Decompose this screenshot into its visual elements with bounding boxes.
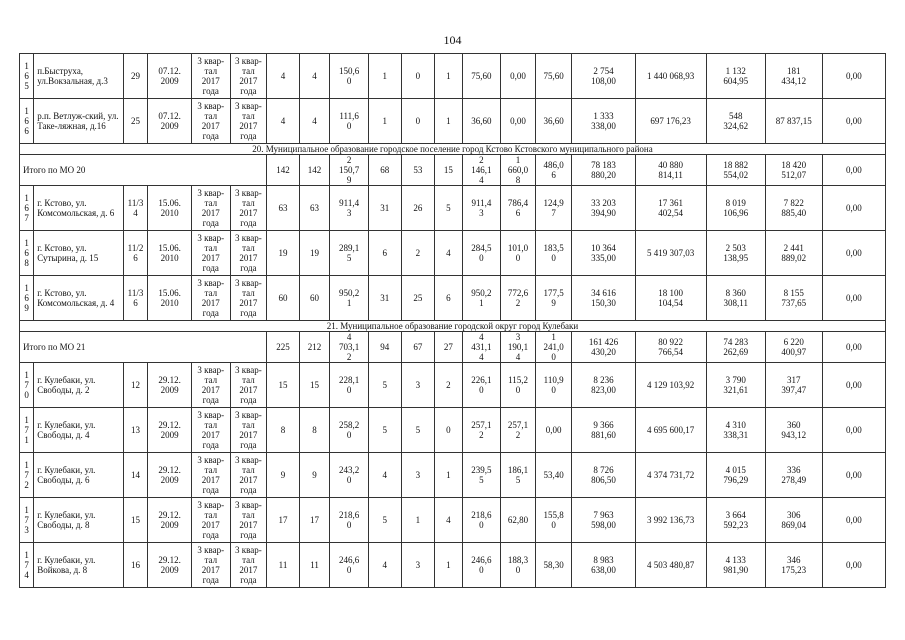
area-b-cell: 58,30	[535, 543, 572, 588]
count-b-cell: 5	[435, 186, 462, 231]
doc-date-cell: 29.12. 2009	[148, 543, 192, 588]
area-cell: 111,6 0	[330, 99, 369, 144]
count-total-cell: 6	[368, 231, 401, 276]
residents-relocated-cell: 9	[299, 453, 330, 498]
table-row	[20, 408, 886, 453]
fund-cell: 4 503 480,87	[635, 543, 706, 588]
other-sources-cell: 0,00	[822, 408, 885, 453]
planned-start-cell: 3 квар- тал 2017 года	[191, 54, 230, 99]
total-row	[20, 155, 886, 186]
area-b-cell: 36,60	[535, 99, 572, 144]
area-cell: 950,2 1	[330, 276, 369, 321]
area-a-cell: 772,6 2	[501, 276, 536, 321]
count-total-cell: 31	[368, 186, 401, 231]
total-fund: 40 880 814,11	[635, 155, 706, 186]
area-cell: 218,6 0	[330, 498, 369, 543]
count-b-cell: 1	[435, 99, 462, 144]
count-a-cell: 3	[401, 363, 435, 408]
residents-cell: 4	[267, 99, 300, 144]
section-title: 21. Муниципальное образование городской округ город Кулебаки	[20, 321, 886, 332]
cost-total-cell: 34 616 150,30	[572, 276, 635, 321]
area-total-cell: 218,6 0	[462, 498, 501, 543]
area-a-cell: 101,0 0	[501, 231, 536, 276]
total-count: 94	[368, 332, 401, 363]
area-a-cell: 188,3 0	[501, 543, 536, 588]
residents-cell: 63	[267, 186, 300, 231]
total-residents: 142	[267, 155, 300, 186]
cost-total-cell: 8 236 823,00	[572, 363, 635, 408]
regional-budget-cell: 1 132 604,95	[706, 54, 765, 99]
fund-cell: 697 176,23	[635, 99, 706, 144]
count-a-cell: 0	[401, 54, 435, 99]
count-b-cell: 4	[435, 231, 462, 276]
regional-budget-cell: 8 360 308,11	[706, 276, 765, 321]
doc-date-cell: 29.12. 2009	[148, 408, 192, 453]
area-cell: 228,1 0	[330, 363, 369, 408]
count-a-cell: 1	[401, 498, 435, 543]
residents-cell: 4	[267, 54, 300, 99]
count-b-cell: 2	[435, 363, 462, 408]
count-total-cell: 4	[368, 453, 401, 498]
total-local: 6 220 400,97	[765, 332, 822, 363]
total-label: Итого по МО 20	[20, 155, 267, 186]
count-a-cell: 0	[401, 99, 435, 144]
table-row	[20, 231, 886, 276]
other-sources-cell: 0,00	[822, 276, 885, 321]
total-area-b: 1 241,0 0	[535, 332, 572, 363]
planned-end-cell: 3 квар- тал 2017 года	[230, 543, 267, 588]
total-local: 18 420 512,07	[765, 155, 822, 186]
planned-start-cell: 3 квар- тал 2017 года	[191, 186, 230, 231]
planned-end-cell: 3 квар- тал 2017 года	[230, 231, 267, 276]
cost-total-cell: 8 983 638,00	[572, 543, 635, 588]
other-sources-cell: 0,00	[822, 453, 885, 498]
address-cell: р.п. Ветлуж-ский, ул. Таке-ляжная, д.16	[34, 99, 124, 144]
local-budget-cell: 87 837,15	[765, 99, 822, 144]
area-cell: 150,6 0	[330, 54, 369, 99]
regional-budget-cell: 8 019 106,96	[706, 186, 765, 231]
doc-number-cell: 11/3 6	[123, 276, 147, 321]
row-number: 1 6 9	[20, 276, 34, 321]
cost-total-cell: 33 203 394,90	[572, 186, 635, 231]
planned-start-cell: 3 квар- тал 2017 года	[191, 408, 230, 453]
residents-cell: 15	[267, 363, 300, 408]
total-other: 0,00	[822, 155, 885, 186]
local-budget-cell: 7 822 885,40	[765, 186, 822, 231]
count-b-cell: 1	[435, 543, 462, 588]
total-area-a: 3 190,1 4	[501, 332, 536, 363]
area-b-cell: 110,9 0	[535, 363, 572, 408]
count-b-cell: 0	[435, 408, 462, 453]
area-a-cell: 0,00	[501, 99, 536, 144]
total-area-a: 1 660,0 8	[501, 155, 536, 186]
doc-date-cell: 07.12. 2009	[148, 99, 192, 144]
residents-cell: 17	[267, 498, 300, 543]
total-count-a: 67	[401, 332, 435, 363]
other-sources-cell: 0,00	[822, 363, 885, 408]
fund-cell: 4 374 731,72	[635, 453, 706, 498]
row-number: 1 6 8	[20, 231, 34, 276]
total-row	[20, 332, 886, 363]
local-budget-cell: 360 943,12	[765, 408, 822, 453]
count-a-cell: 25	[401, 276, 435, 321]
residents-cell: 8	[267, 408, 300, 453]
cost-total-cell: 2 754 108,00	[572, 54, 635, 99]
total-area-b: 486,0 6	[535, 155, 572, 186]
address-cell: п.Быструха, ул.Вокзальная, д.3	[34, 54, 124, 99]
planned-start-cell: 3 квар- тал 2017 года	[191, 231, 230, 276]
planned-start-cell: 3 квар- тал 2017 года	[191, 276, 230, 321]
area-a-cell: 786,4 6	[501, 186, 536, 231]
planned-end-cell: 3 квар- тал 2017 года	[230, 408, 267, 453]
area-cell: 289,1 5	[330, 231, 369, 276]
total-count-b: 15	[435, 155, 462, 186]
total-area: 4 703,1 2	[330, 332, 369, 363]
local-budget-cell: 306 869,04	[765, 498, 822, 543]
row-number: 1 6 6	[20, 99, 34, 144]
residents-cell: 19	[267, 231, 300, 276]
residents-relocated-cell: 8	[299, 408, 330, 453]
area-cell: 911,4 3	[330, 186, 369, 231]
address-cell: г. Кулебаки, ул. Свободы, д. 8	[34, 498, 124, 543]
total-other: 0,00	[822, 332, 885, 363]
other-sources-cell: 0,00	[822, 543, 885, 588]
local-budget-cell: 317 397,47	[765, 363, 822, 408]
residents-relocated-cell: 19	[299, 231, 330, 276]
doc-number-cell: 12	[123, 363, 147, 408]
total-residents-relocated: 212	[299, 332, 330, 363]
fund-cell: 4 129 103,92	[635, 363, 706, 408]
cost-total-cell: 9 366 881,60	[572, 408, 635, 453]
area-total-cell: 239,5 5	[462, 453, 501, 498]
other-sources-cell: 0,00	[822, 54, 885, 99]
residents-relocated-cell: 17	[299, 498, 330, 543]
total-label: Итого по МО 21	[20, 332, 267, 363]
other-sources-cell: 0,00	[822, 231, 885, 276]
address-cell: г. Кулебаки, ул. Свободы, д. 2	[34, 363, 124, 408]
row-number: 1 7 1	[20, 408, 34, 453]
count-a-cell: 2	[401, 231, 435, 276]
planned-start-cell: 3 квар- тал 2017 года	[191, 498, 230, 543]
planned-end-cell: 3 квар- тал 2017 года	[230, 363, 267, 408]
table-row	[20, 276, 886, 321]
fund-cell: 3 992 136,73	[635, 498, 706, 543]
residents-relocated-cell: 15	[299, 363, 330, 408]
residents-relocated-cell: 4	[299, 54, 330, 99]
planned-end-cell: 3 квар- тал 2017 года	[230, 99, 267, 144]
planned-start-cell: 3 квар- тал 2017 года	[191, 453, 230, 498]
other-sources-cell: 0,00	[822, 498, 885, 543]
table-row	[20, 363, 886, 408]
area-cell: 258,2 0	[330, 408, 369, 453]
fund-cell: 1 440 068,93	[635, 54, 706, 99]
count-total-cell: 5	[368, 363, 401, 408]
table-row	[20, 186, 886, 231]
total-count: 68	[368, 155, 401, 186]
doc-number-cell: 29	[123, 54, 147, 99]
row-number: 1 7 0	[20, 363, 34, 408]
planned-start-cell: 3 квар- тал 2017 года	[191, 99, 230, 144]
planned-end-cell: 3 квар- тал 2017 года	[230, 453, 267, 498]
residents-relocated-cell: 11	[299, 543, 330, 588]
count-b-cell: 6	[435, 276, 462, 321]
planned-end-cell: 3 квар- тал 2017 года	[230, 54, 267, 99]
residents-cell: 11	[267, 543, 300, 588]
area-b-cell: 0,00	[535, 408, 572, 453]
residents-cell: 60	[267, 276, 300, 321]
regional-budget-cell: 4 015 796,29	[706, 453, 765, 498]
area-b-cell: 177,5 9	[535, 276, 572, 321]
doc-number-cell: 13	[123, 408, 147, 453]
count-total-cell: 4	[368, 543, 401, 588]
area-b-cell: 155,8 0	[535, 498, 572, 543]
doc-date-cell: 29.12. 2009	[148, 363, 192, 408]
planned-end-cell: 3 квар- тал 2017 года	[230, 498, 267, 543]
row-number: 1 7 4	[20, 543, 34, 588]
area-total-cell: 36,60	[462, 99, 501, 144]
address-cell: г. Кулебаки, ул. Свободы, д. 4	[34, 408, 124, 453]
fund-cell: 4 695 600,17	[635, 408, 706, 453]
area-a-cell: 186,1 5	[501, 453, 536, 498]
total-area-2: 2 146,1 4	[462, 155, 501, 186]
count-a-cell: 5	[401, 408, 435, 453]
count-b-cell: 1	[435, 54, 462, 99]
area-total-cell: 257,1 2	[462, 408, 501, 453]
area-total-cell: 246,6 0	[462, 543, 501, 588]
planned-end-cell: 3 квар- тал 2017 года	[230, 186, 267, 231]
total-count-a: 53	[401, 155, 435, 186]
area-b-cell: 183,5 0	[535, 231, 572, 276]
regional-budget-cell: 2 503 138,95	[706, 231, 765, 276]
table-row	[20, 54, 886, 99]
doc-date-cell: 07.12. 2009	[148, 54, 192, 99]
doc-number-cell: 11/3 4	[123, 186, 147, 231]
total-area-2: 4 431,1 4	[462, 332, 501, 363]
table-row	[20, 498, 886, 543]
page-number: 104	[443, 33, 462, 47]
address-cell: г. Кстово, ул. Комсомольская, д. 4	[34, 276, 124, 321]
fund-cell: 5 419 307,03	[635, 231, 706, 276]
total-regional: 18 882 554,02	[706, 155, 765, 186]
doc-date-cell: 15.06. 2010	[148, 186, 192, 231]
area-cell: 246,6 0	[330, 543, 369, 588]
local-budget-cell: 2 441 889,02	[765, 231, 822, 276]
doc-date-cell: 29.12. 2009	[148, 498, 192, 543]
area-total-cell: 911,4 3	[462, 186, 501, 231]
residents-relocated-cell: 63	[299, 186, 330, 231]
area-total-cell: 75,60	[462, 54, 501, 99]
area-a-cell: 62,80	[501, 498, 536, 543]
row-number: 1 6 5	[20, 54, 34, 99]
area-a-cell: 115,2 0	[501, 363, 536, 408]
residents-cell: 9	[267, 453, 300, 498]
table-row	[20, 99, 886, 144]
table-row	[20, 543, 886, 588]
area-b-cell: 53,40	[535, 453, 572, 498]
doc-date-cell: 15.06. 2010	[148, 231, 192, 276]
area-total-cell: 950,2 1	[462, 276, 501, 321]
count-total-cell: 1	[368, 54, 401, 99]
count-total-cell: 1	[368, 99, 401, 144]
row-number: 1 7 2	[20, 453, 34, 498]
total-residents: 225	[267, 332, 300, 363]
cost-total-cell: 8 726 806,50	[572, 453, 635, 498]
table-row	[20, 453, 886, 498]
section-header-row	[20, 144, 886, 155]
residents-relocated-cell: 4	[299, 99, 330, 144]
cost-total-cell: 1 333 338,00	[572, 99, 635, 144]
total-regional: 74 283 262,69	[706, 332, 765, 363]
planned-start-cell: 3 квар- тал 2017 года	[191, 543, 230, 588]
regional-budget-cell: 4 133 981,90	[706, 543, 765, 588]
count-a-cell: 26	[401, 186, 435, 231]
area-cell: 243,2 0	[330, 453, 369, 498]
doc-number-cell: 14	[123, 453, 147, 498]
address-cell: г. Кстово, ул. Сутырина, д. 15	[34, 231, 124, 276]
count-b-cell: 1	[435, 453, 462, 498]
count-b-cell: 4	[435, 498, 462, 543]
row-number: 1 7 3	[20, 498, 34, 543]
fund-cell: 17 361 402,54	[635, 186, 706, 231]
local-budget-cell: 8 155 737,65	[765, 276, 822, 321]
doc-number-cell: 15	[123, 498, 147, 543]
doc-number-cell: 16	[123, 543, 147, 588]
regional-budget-cell: 3 664 592,23	[706, 498, 765, 543]
total-cost: 78 183 880,20	[572, 155, 635, 186]
count-a-cell: 3	[401, 543, 435, 588]
residents-relocated-cell: 60	[299, 276, 330, 321]
count-a-cell: 3	[401, 453, 435, 498]
other-sources-cell: 0,00	[822, 99, 885, 144]
count-total-cell: 5	[368, 408, 401, 453]
total-area: 2 150,7 9	[330, 155, 369, 186]
count-total-cell: 5	[368, 498, 401, 543]
address-cell: г. Кулебаки, ул. Войкова, д. 8	[34, 543, 124, 588]
area-a-cell: 257,1 2	[501, 408, 536, 453]
section-header-row	[20, 321, 886, 332]
cost-total-cell: 7 963 598,00	[572, 498, 635, 543]
address-cell: г. Кулебаки, ул. Свободы, д. 6	[34, 453, 124, 498]
area-b-cell: 75,60	[535, 54, 572, 99]
area-total-cell: 284,5 0	[462, 231, 501, 276]
area-a-cell: 0,00	[501, 54, 536, 99]
doc-date-cell: 29.12. 2009	[148, 453, 192, 498]
section-title: 20. Муниципальное образование городское поселение город Кстово Кстовского муниципального района	[20, 144, 886, 155]
housing-register-table	[19, 53, 886, 588]
local-budget-cell: 346 175,23	[765, 543, 822, 588]
regional-budget-cell: 3 790 321,61	[706, 363, 765, 408]
area-b-cell: 124,9 7	[535, 186, 572, 231]
area-total-cell: 226,1 0	[462, 363, 501, 408]
doc-number-cell: 11/2 6	[123, 231, 147, 276]
total-count-b: 27	[435, 332, 462, 363]
planned-start-cell: 3 квар- тал 2017 года	[191, 363, 230, 408]
row-number: 1 6 7	[20, 186, 34, 231]
other-sources-cell: 0,00	[822, 186, 885, 231]
local-budget-cell: 181 434,12	[765, 54, 822, 99]
regional-budget-cell: 4 310 338,31	[706, 408, 765, 453]
cost-total-cell: 10 364 335,00	[572, 231, 635, 276]
count-total-cell: 31	[368, 276, 401, 321]
regional-budget-cell: 548 324,62	[706, 99, 765, 144]
local-budget-cell: 336 278,49	[765, 453, 822, 498]
address-cell: г. Кстово, ул. Комсомольская, д. 6	[34, 186, 124, 231]
doc-date-cell: 15.06. 2010	[148, 276, 192, 321]
total-cost: 161 426 430,20	[572, 332, 635, 363]
doc-number-cell: 25	[123, 99, 147, 144]
total-residents-relocated: 142	[299, 155, 330, 186]
total-fund: 80 922 766,54	[635, 332, 706, 363]
planned-end-cell: 3 квар- тал 2017 года	[230, 276, 267, 321]
fund-cell: 18 100 104,54	[635, 276, 706, 321]
